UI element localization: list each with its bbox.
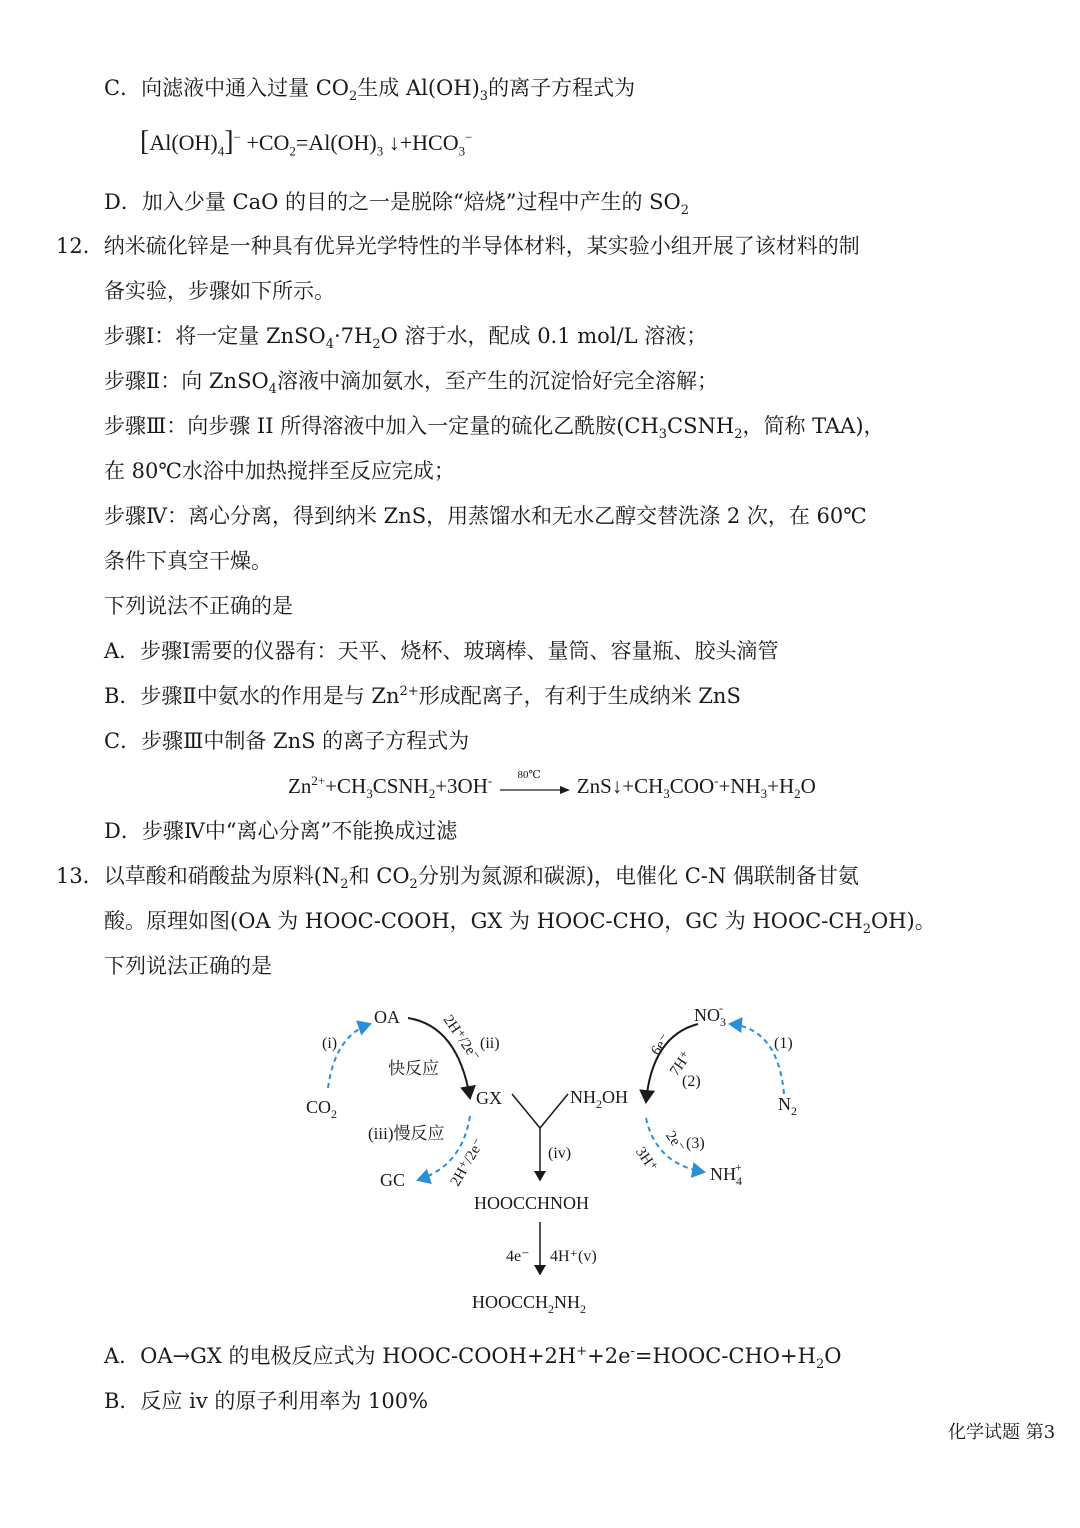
q12-option-c: C．步骤Ⅲ中制备 ZnS 的离子方程式为 <box>104 729 470 753</box>
step-3-label: (3) <box>686 1135 705 1152</box>
step-2-label: (2) <box>682 1073 701 1090</box>
glycine-label: $HOOCCH_2NH_2$ <box>472 1292 587 1316</box>
merge-line-gx <box>512 1094 540 1128</box>
q12-step2: 步骤Ⅱ：向 ZnSO$_4$溶液中滴加氨水，至产生的沉淀恰好完全溶解； <box>104 369 718 398</box>
q12-step4-cont: 条件下真空干燥。 <box>104 549 272 573</box>
q11-option-c: C．向滤液中通入过量 $CO_2$生成 $Al(OH)_3$的离子方程式为 <box>104 76 636 105</box>
step-3-electrons: 2e⁻ <box>662 1128 688 1156</box>
merge-line-nh2oh <box>540 1094 568 1128</box>
co2-label: $CO_2$ <box>306 1097 338 1121</box>
nitrate-label: $NO_3-$ <box>694 1001 726 1029</box>
n2-label: $N_2$ <box>778 1094 797 1118</box>
step-2-electrons: 6e⁻ <box>648 1031 674 1059</box>
gx-label: GX <box>476 1088 502 1108</box>
q13-question: 下列说法正确的是 <box>104 954 272 978</box>
step-3-protons: 3H⁺ <box>632 1144 661 1176</box>
q11-option-d: D．加入少量 CaO 的目的之一是脱除“焙烧”过程中产生的 $SO_2$ <box>104 190 690 219</box>
step-iv-label: (iv) <box>548 1145 572 1162</box>
q12-option-d: D．步骤Ⅳ中“离心分离”不能换成过滤 <box>104 819 458 843</box>
q12-step3: 步骤Ⅲ：向步骤 II 所得溶液中加入一定量的硫化乙酰胺($CH_3CSNH_2$，简称 TAA)， <box>104 414 885 443</box>
step-v-protons: 4H⁺(v) <box>550 1248 597 1265</box>
q12-step3-cont: 在 80℃水浴中加热搅拌至反应完成； <box>104 459 455 483</box>
step-2-protons: 7H⁺ <box>666 1048 696 1080</box>
step-i-label: (i) <box>322 1035 338 1052</box>
step-ii-reagent: 2H⁺/2e⁻ <box>439 1012 483 1065</box>
reaction-arrow: 80℃ <box>498 778 572 798</box>
page-footer: 化学试题 第3 <box>948 1422 1056 1443</box>
q12-option-a: A．步骤Ⅰ需要的仪器有：天平、烧杯、玻璃棒、量筒、容量瓶、胶头滴管 <box>104 639 779 663</box>
q13-option-a: A．OA→GX 的电极反应式为 HOOC-$COOH+2H^++2e^-=HOOC-CHO+H_2O$ <box>104 1344 842 1373</box>
q11-c-equation: $[Al(OH)_4]^- +CO_2=Al(OH)_3$ $↓+HCO_3^-$ <box>140 126 473 159</box>
oa-label: OA <box>374 1007 400 1027</box>
q12-step4: 步骤Ⅳ：离心分离，得到纳米 ZnS，用蒸馏水和无水乙醇交替洗涤 2 次，在 60℃ <box>104 504 867 528</box>
q12-stem-line2: 备实验，步骤如下所示。 <box>104 279 335 303</box>
q13-stem-line1: 13．以草酸和硝酸盐为原料($N_2$和 $CO_2$分别为氮源和碳源)，电催化 C-N 偶联制备甘氨 <box>56 864 859 893</box>
q12-step1: 步骤Ⅰ：将一定量 $ZnSO_4\cdot 7H_2O$ 溶于水，配成 0.1 mol/L 溶液； <box>104 324 708 353</box>
q13-option-b: B．反应 iv 的原子利用率为 100% <box>104 1389 429 1413</box>
step-ii-label: (ii) <box>480 1035 500 1052</box>
glycine-mechanism-diagram <box>290 996 810 1326</box>
gc-label: GC <box>380 1170 406 1190</box>
step-1-label: (1) <box>774 1035 793 1052</box>
q12-question: 下列说法不正确的是 <box>104 594 293 618</box>
intermediate-label: HOOCCHNOH <box>474 1193 590 1213</box>
q12-option-b: B．步骤Ⅱ中氨水的作用是与 $Zn^{2+}$形成配离子，有利于生成纳米 ZnS <box>104 684 741 708</box>
step-iii-reagent: 2H⁺/2e⁻ <box>447 1135 488 1190</box>
q12-stem-line1: 12．纳米硫化锌是一种具有优异光学特性的半导体材料，某实验小组开展了该材料的制 <box>56 234 860 258</box>
q13-stem-line2: 酸。原理如图(OA 为 HOOC-COOH，GX 为 HOOC-CHO，GC 为 HOOC-$CH_2OH$)。 <box>104 909 936 938</box>
nh2oh-label: $NH_2OH$ <box>570 1087 628 1111</box>
step-iii-label: (iii)慢反应 <box>368 1124 445 1143</box>
fast-reaction-label: 快反应 <box>388 1059 439 1078</box>
step-v-electrons: 4e⁻ <box>506 1248 530 1265</box>
q12-c-equation: $Zn^{2+}+CH_3CSNH_2+3OH^-$ 80℃ $ZnS↓+CH_3COO^-+NH_3+H_2O$ <box>288 769 816 802</box>
ammonium-label: $NH_4+$ <box>710 1160 742 1188</box>
arrow-co2-to-oa <box>328 1024 370 1088</box>
